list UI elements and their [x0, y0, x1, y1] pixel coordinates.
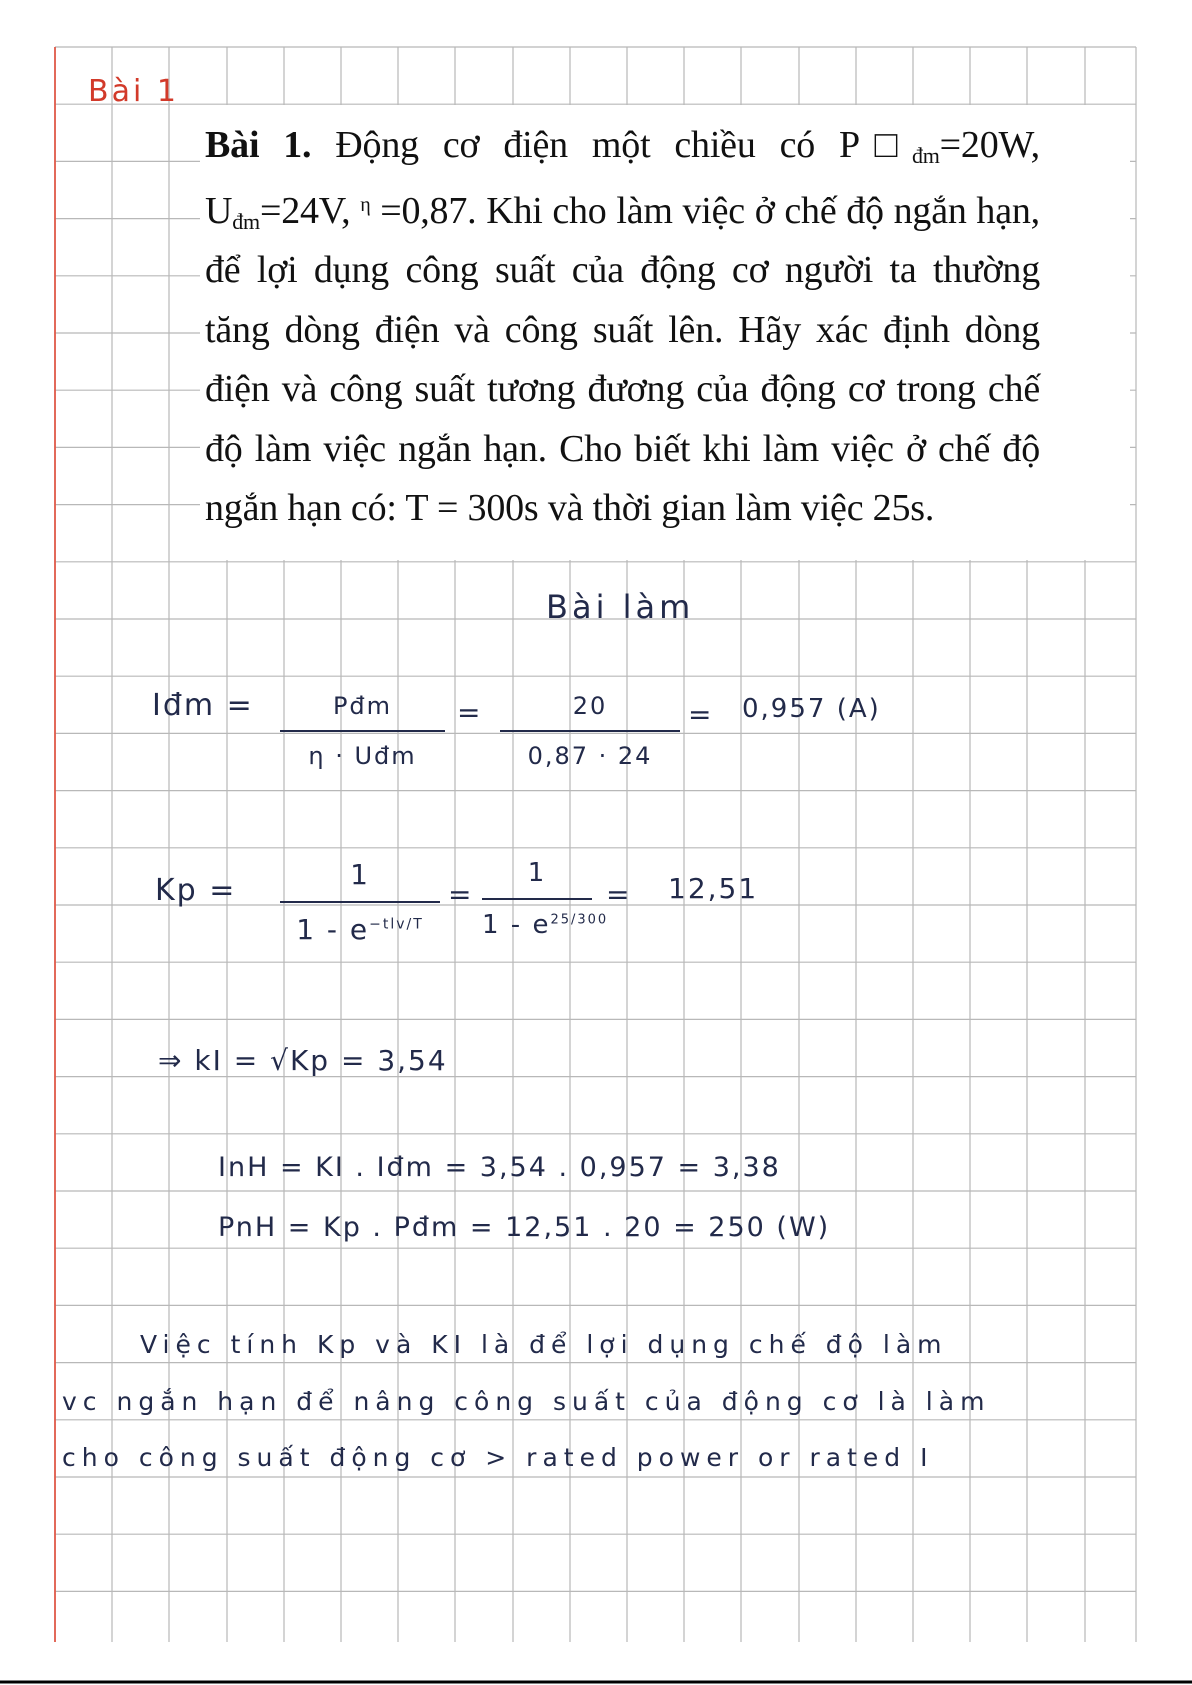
kp-frac1-den-base: 1 - e: [296, 913, 370, 946]
idm-result: 0,957 (A): [742, 694, 881, 724]
problem-body: =0,87. Khi cho làm việc ở chế độ ngắn hạn, để lợi dụng công suất của động cơ người ta thường tăng dòng điện và công suất lên. Hãy xác định dòng điện và công suất tương đương của động cơ trong chế độ làm việc ngắn hạn. Cho biết khi làm việc ở chế độ ngắn hạn có: T = 300s và thời gian làm việc 25s.: [205, 189, 1040, 529]
fraction-bar: [482, 898, 592, 900]
u-rated-value: =24V,: [259, 189, 351, 232]
idm-fraction-2: [500, 692, 680, 770]
problem-number: Bài 1.: [205, 124, 312, 166]
idm-frac1-den: η · Uđm: [308, 742, 417, 770]
inh-line: InH = KI . Iđm = 3,54 . 0,957 = 3,38: [218, 1152, 781, 1183]
kp-eq2: =: [606, 878, 632, 911]
kp-frac2-num: 1: [527, 858, 547, 888]
kp-frac1-den: [280, 913, 440, 946]
u-rated-sub: đm: [232, 208, 260, 234]
kp-result: 12,51: [668, 872, 759, 905]
pnh-line: PnH = Kp . Pđm = 12,51 . 20 = 250 (W): [218, 1212, 831, 1243]
p-rated-value: =20W, U: [205, 124, 1040, 232]
fraction-bar: [280, 730, 445, 732]
kp-frac2-exponent: 25/300: [550, 912, 609, 928]
idm-frac2-num: 20: [572, 692, 608, 720]
kp-lhs: Kp =: [155, 873, 237, 908]
problem-intro: Động cơ điện một chiều có P: [335, 124, 860, 166]
problem-statement: [205, 116, 1040, 539]
kp-fraction-1: [280, 858, 440, 946]
idm-frac2-den: 0,87 · 24: [527, 742, 653, 770]
header-label: Bài 1: [88, 74, 179, 109]
fraction-bar: [500, 730, 680, 732]
kp-frac1-exponent: −tlv/T: [369, 916, 424, 933]
idm-frac1-num: Pđm: [332, 692, 393, 720]
note-line-1: Việc tính Kp và KI là để lợi dụng chế độ làm: [140, 1330, 948, 1359]
fraction-bar: [280, 901, 440, 903]
kp-frac2-den: [482, 910, 609, 940]
kp-fraction-2: [482, 858, 609, 940]
ki-line: ⇒ kI = √Kp = 3,54: [158, 1044, 448, 1077]
missing-glyph-box: □: [859, 124, 912, 166]
note-line-2: vc ngắn hạn để nâng công suất của động cơ là làm: [62, 1387, 991, 1416]
p-rated-sub: đm: [911, 143, 940, 168]
idm-lhs: Iđm =: [152, 688, 254, 723]
solution-title: Bài làm: [546, 588, 695, 626]
eta-symbol: η: [360, 193, 371, 216]
kp-frac2-den-base: 1 - e: [482, 910, 551, 940]
idm-fraction-1: [280, 692, 445, 770]
note-line-3: cho công suất động cơ > rated power or rated I: [62, 1443, 934, 1472]
kp-frac1-num: 1: [350, 858, 370, 891]
idm-eq2: =: [688, 698, 714, 731]
kp-eq1: =: [448, 878, 474, 911]
idm-eq1: =: [457, 696, 483, 729]
